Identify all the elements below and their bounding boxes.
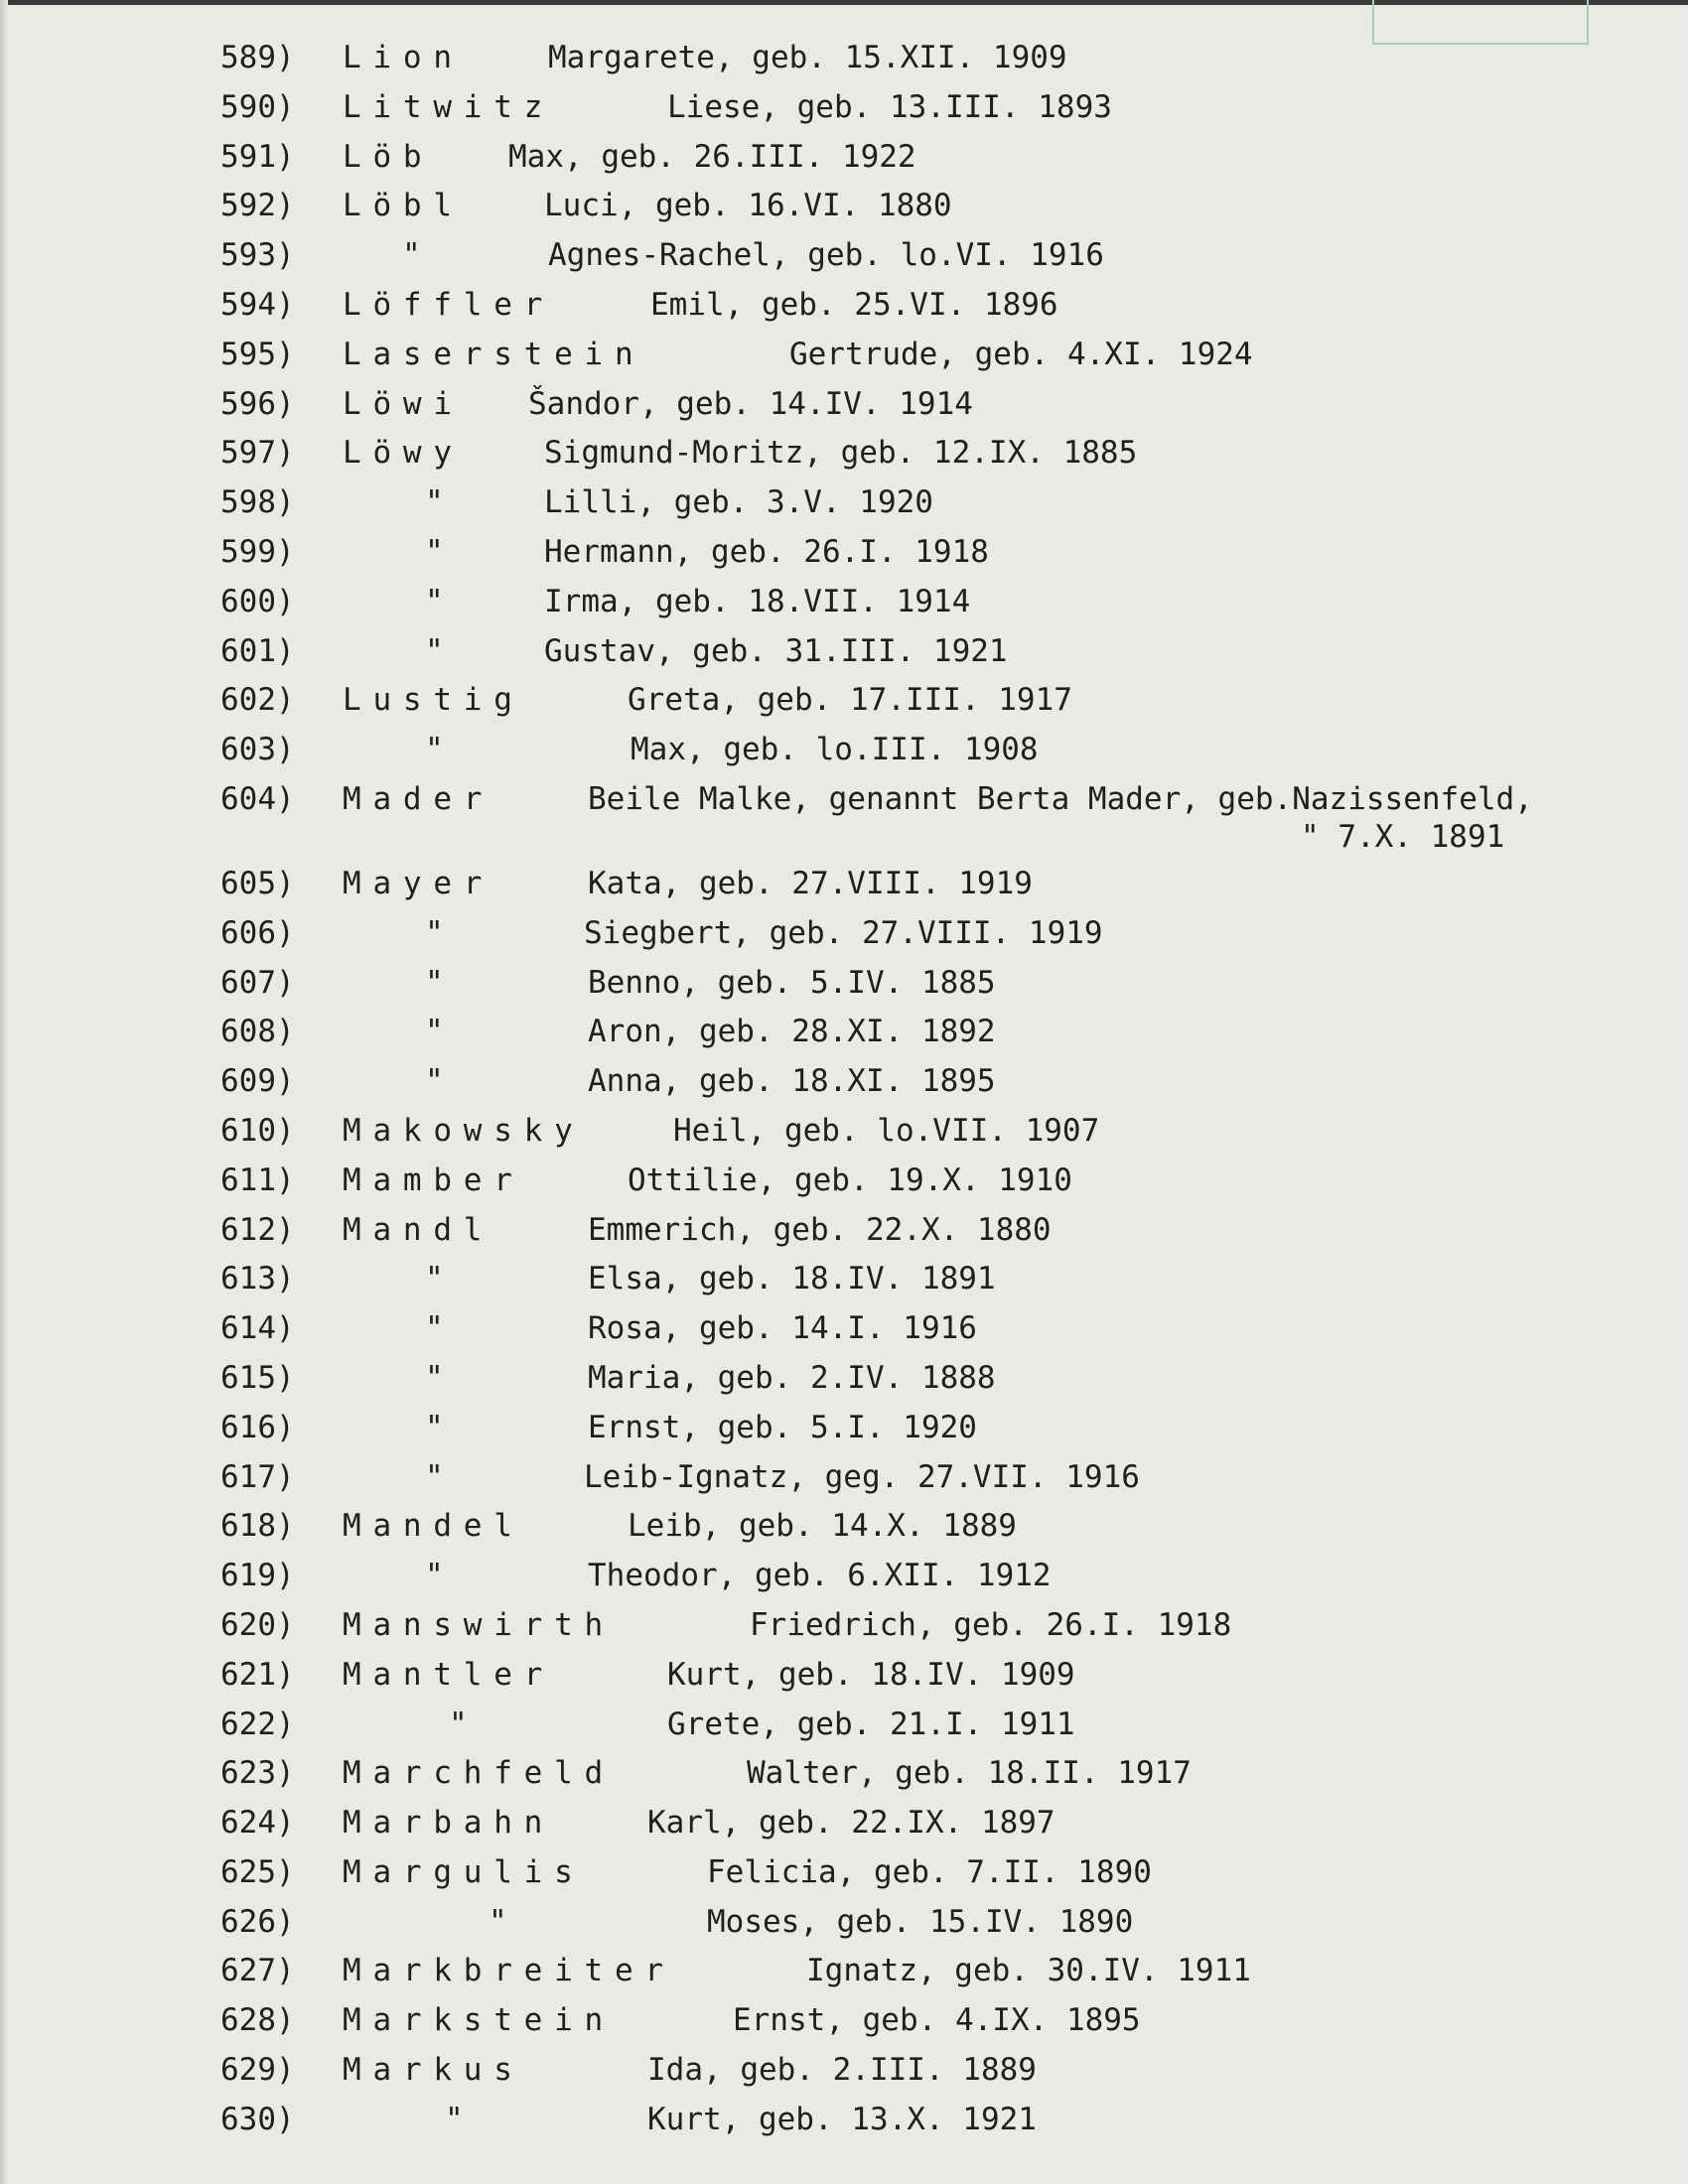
- given-name-and-birthdate: Leib-Ignatz, geg. 27.VII. 1916: [584, 1458, 1140, 1495]
- given-name-and-birthdate: Anna, geb. 18.XI. 1895: [588, 1063, 996, 1100]
- deportation-list: [0, 38, 1688, 2149]
- entry-number: 601): [220, 632, 295, 669]
- entry-number: 608): [220, 1014, 295, 1050]
- entry-number: 615): [220, 1359, 295, 1396]
- given-name-and-birthdate: Kurt, geb. 18.IV. 1909: [667, 1656, 1075, 1693]
- surname: Markbreiter: [343, 1953, 675, 1989]
- entry-number: 591): [220, 138, 295, 175]
- entry-number: 629): [220, 2052, 295, 2089]
- entry-number: 614): [220, 1310, 295, 1347]
- ditto-mark: ": [425, 914, 444, 951]
- surname: Markstein: [343, 2002, 615, 2039]
- list-item: [0, 1160, 1688, 1210]
- given-name-and-birthdate: Šandor, geb. 14.IV. 1914: [528, 385, 973, 422]
- entry-number: 607): [220, 964, 295, 1001]
- list-item: [0, 730, 1688, 779]
- list-item: [0, 1012, 1688, 1061]
- surname: Löwy: [343, 435, 464, 472]
- list-item: [0, 2100, 1688, 2149]
- list-item: [0, 532, 1688, 582]
- entry-number: 609): [220, 1063, 295, 1100]
- surname: Mandl: [343, 1211, 494, 1248]
- surname: Markus: [343, 2052, 524, 2089]
- list-item: [0, 680, 1688, 730]
- surname: Löffler: [343, 286, 555, 323]
- list-item: [0, 2050, 1688, 2100]
- ditto-mark: ": [425, 533, 444, 570]
- entry-number: 590): [220, 88, 295, 125]
- surname: Lustig: [343, 682, 524, 719]
- given-name-and-birthdate: Luci, geb. 16.VI. 1880: [544, 188, 952, 224]
- list-item: [0, 1308, 1688, 1358]
- list-item: [0, 384, 1688, 434]
- surname: Mayer: [343, 865, 494, 901]
- entry-number: 617): [220, 1458, 295, 1495]
- given-name-and-birthdate: Moses, geb. 15.IV. 1890: [707, 1903, 1134, 1940]
- list-item: [0, 2000, 1688, 2050]
- given-name-and-birthdate: Benno, geb. 5.IV. 1885: [588, 964, 996, 1001]
- ditto-mark: ": [425, 1310, 444, 1347]
- list-item: [0, 235, 1688, 285]
- ditto-mark: ": [425, 1063, 444, 1100]
- list-item: [0, 1408, 1688, 1457]
- list-item: [0, 1111, 1688, 1160]
- entry-number: 599): [220, 533, 295, 570]
- given-name-and-birthdate: Greta, geb. 17.III. 1917: [628, 682, 1072, 719]
- ditto-mark: ": [425, 732, 444, 768]
- list-item: [0, 1506, 1688, 1556]
- surname: Marbahn: [343, 1805, 555, 1842]
- entry-number: 605): [220, 865, 295, 901]
- entry-number: 624): [220, 1805, 295, 1842]
- given-name-and-birthdate: Hermann, geb. 26.I. 1918: [544, 533, 989, 570]
- entry-number: 606): [220, 914, 295, 951]
- entry-number: 623): [220, 1755, 295, 1792]
- list-item: [0, 864, 1688, 913]
- given-name-and-birthdate: Leib, geb. 14.X. 1889: [628, 1508, 1017, 1545]
- list-item: [0, 87, 1688, 137]
- given-name-and-birthdate: Kurt, geb. 13.X. 1921: [647, 2101, 1037, 2137]
- given-name-and-birthdate: Sigmund-Moritz, geb. 12.IX. 1885: [544, 435, 1138, 472]
- list-item: [0, 913, 1688, 963]
- list-item: [0, 779, 1688, 864]
- list-item: [0, 1358, 1688, 1408]
- list-item: [0, 582, 1688, 631]
- list-item: [0, 186, 1688, 235]
- ditto-mark: ": [425, 1359, 444, 1396]
- entry-number: 600): [220, 583, 295, 619]
- list-item: [0, 1556, 1688, 1605]
- list-item: [0, 285, 1688, 335]
- entry-number: 596): [220, 385, 295, 422]
- surname: Mantler: [343, 1656, 555, 1693]
- ditto-mark: ": [402, 237, 421, 274]
- given-name-and-birthdate: Felicia, geb. 7.II. 1890: [707, 1853, 1152, 1890]
- ditto-mark: ": [425, 1558, 444, 1594]
- entry-number: 592): [220, 188, 295, 224]
- given-name-and-birthdate: Emil, geb. 25.VI. 1896: [650, 286, 1058, 323]
- surname: Manswirth: [343, 1606, 615, 1643]
- entry-number: 589): [220, 40, 295, 75]
- list-item: [0, 1803, 1688, 1852]
- ditto-mark: ": [489, 1903, 507, 1940]
- list-item: [0, 482, 1688, 532]
- list-item: [0, 1902, 1688, 1952]
- surname: Mader: [343, 780, 494, 817]
- given-name-and-birthdate: Walter, geb. 18.II. 1917: [747, 1755, 1192, 1792]
- given-name-and-birthdate: Ernst, geb. 5.I. 1920: [588, 1409, 977, 1445]
- surname: Makowsky: [343, 1112, 585, 1149]
- entry-number: 628): [220, 2002, 295, 2039]
- surname: Laserstein: [343, 336, 645, 372]
- given-name-and-birthdate: Kata, geb. 27.VIII. 1919: [588, 865, 1033, 901]
- given-name-and-birthdate: Ottilie, geb. 19.X. 1910: [628, 1161, 1072, 1198]
- list-item: [0, 1259, 1688, 1308]
- list-item: [0, 1951, 1688, 2000]
- list-item: [0, 631, 1688, 681]
- ditto-mark: ": [425, 1409, 444, 1445]
- given-name-and-birthdate: Agnes-Rachel, geb. lo.VI. 1916: [548, 237, 1104, 274]
- given-name-and-birthdate: Rosa, geb. 14.I. 1916: [588, 1310, 977, 1347]
- given-name-and-birthdate: Siegbert, geb. 27.VIII. 1919: [584, 914, 1103, 951]
- surname: Marchfeld: [343, 1755, 615, 1792]
- entry-number: 625): [220, 1853, 295, 1890]
- entry-number: 630): [220, 2101, 295, 2137]
- given-name-and-birthdate: Beile Malke, genannt Berta Mader, geb.Nazissenfeld,: [588, 780, 1533, 817]
- given-name-and-birthdate: Ernst, geb. 4.IX. 1895: [733, 2002, 1141, 2039]
- given-name-and-birthdate: Friedrich, geb. 26.I. 1918: [750, 1606, 1232, 1643]
- given-name-and-birthdate: Heil, geb. lo.VII. 1907: [673, 1112, 1100, 1149]
- entry-number: 604): [220, 780, 295, 817]
- entry-number: 597): [220, 435, 295, 472]
- list-item: [0, 433, 1688, 482]
- given-name-and-birthdate: Grete, geb. 21.I. 1911: [667, 1706, 1075, 1742]
- ditto-mark: ": [425, 632, 444, 669]
- surname: Löb: [343, 138, 434, 175]
- list-item: [0, 1457, 1688, 1507]
- entry-number: 616): [220, 1409, 295, 1445]
- given-name-and-birthdate: Lilli, geb. 3.V. 1920: [544, 484, 933, 521]
- list-item: [0, 38, 1688, 87]
- ditto-mark: ": [449, 1706, 468, 1742]
- entry-number: 610): [220, 1112, 295, 1149]
- ditto-mark: ": [425, 1261, 444, 1297]
- given-name-and-birthdate: Max, geb. 26.III. 1922: [508, 138, 916, 175]
- entry-number: 621): [220, 1656, 295, 1693]
- given-name-and-birthdate: Karl, geb. 22.IX. 1897: [647, 1805, 1055, 1842]
- ditto-mark: ": [425, 964, 444, 1001]
- surname: Margulis: [343, 1853, 585, 1890]
- list-item: [0, 335, 1688, 384]
- list-item: [0, 1655, 1688, 1705]
- continuation-line: " 7.X. 1891: [1301, 818, 1505, 855]
- ditto-mark: ": [425, 484, 444, 521]
- list-item: [0, 963, 1688, 1013]
- entry-number: 598): [220, 484, 295, 521]
- entry-number: 618): [220, 1508, 295, 1545]
- list-item: [0, 1210, 1688, 1260]
- surname: Lion: [343, 40, 464, 75]
- surname: Löwi: [343, 385, 464, 422]
- entry-number: 619): [220, 1558, 295, 1594]
- given-name-and-birthdate: Aron, geb. 28.XI. 1892: [588, 1014, 996, 1050]
- list-item: [0, 1852, 1688, 1902]
- list-item: [0, 1753, 1688, 1803]
- given-name-and-birthdate: Emmerich, geb. 22.X. 1880: [588, 1211, 1052, 1248]
- entry-number: 627): [220, 1953, 295, 1989]
- surname: Litwitz: [343, 88, 555, 125]
- ditto-mark: ": [425, 1458, 444, 1495]
- list-item: [0, 1605, 1688, 1655]
- list-item: [0, 137, 1688, 187]
- entry-number: 603): [220, 732, 295, 768]
- given-name-and-birthdate: Gertrude, geb. 4.XI. 1924: [789, 336, 1253, 372]
- given-name-and-birthdate: Elsa, geb. 18.IV. 1891: [588, 1261, 996, 1297]
- ditto-mark: ": [445, 2101, 464, 2137]
- entry-number: 612): [220, 1211, 295, 1248]
- given-name-and-birthdate: Irma, geb. 18.VII. 1914: [544, 583, 971, 619]
- entry-number: 602): [220, 682, 295, 719]
- given-name-and-birthdate: Margarete, geb. 15.XII. 1909: [548, 40, 1067, 75]
- given-name-and-birthdate: Max, geb. lo.III. 1908: [631, 732, 1039, 768]
- entry-number: 613): [220, 1261, 295, 1297]
- entry-number: 595): [220, 336, 295, 372]
- surname: Mamber: [343, 1161, 524, 1198]
- entry-number: 593): [220, 237, 295, 274]
- surname: Mandel: [343, 1508, 524, 1545]
- entry-number: 626): [220, 1903, 295, 1940]
- given-name-and-birthdate: Liese, geb. 13.III. 1893: [667, 88, 1112, 125]
- list-item: [0, 1061, 1688, 1111]
- given-name-and-birthdate: Gustav, geb. 31.III. 1921: [544, 632, 1008, 669]
- entry-number: 611): [220, 1161, 295, 1198]
- surname: Löbl: [343, 188, 464, 224]
- list-item: [0, 1705, 1688, 1754]
- ditto-mark: ": [425, 1014, 444, 1050]
- given-name-and-birthdate: Ida, geb. 2.III. 1889: [647, 2052, 1037, 2089]
- given-name-and-birthdate: Ignatz, geb. 30.IV. 1911: [806, 1953, 1251, 1989]
- given-name-and-birthdate: Maria, geb. 2.IV. 1888: [588, 1359, 996, 1396]
- ditto-mark: ": [425, 583, 444, 619]
- entry-number: 594): [220, 286, 295, 323]
- entry-number: 620): [220, 1606, 295, 1643]
- given-name-and-birthdate: Theodor, geb. 6.XII. 1912: [588, 1558, 1052, 1594]
- entry-number: 622): [220, 1706, 295, 1742]
